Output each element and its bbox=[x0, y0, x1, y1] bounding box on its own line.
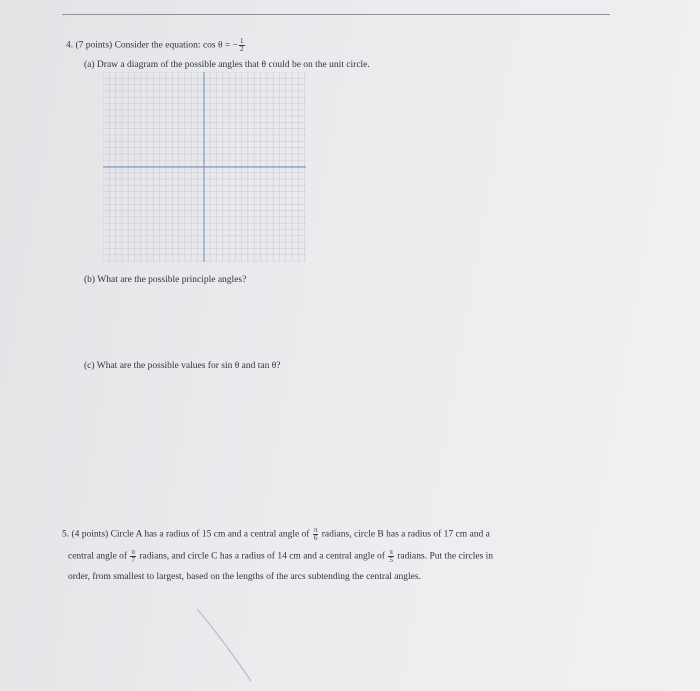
top-rule bbox=[62, 14, 610, 15]
q5-fraction-pi-7: $\frac{\pi}{7}$ bbox=[131, 548, 135, 564]
q5-line-3: order, from smallest to largest, based on the lengths of the arcs subtending the central angles. bbox=[68, 572, 421, 582]
pencil-mark bbox=[195, 605, 255, 685]
q5-number: 5. bbox=[62, 529, 70, 540]
q4-number: 4. bbox=[66, 40, 74, 51]
q5-text-2c: radians. Put the circles in bbox=[397, 551, 494, 562]
q5-line-1 bbox=[62, 527, 490, 542]
q5-text-1a: Circle A has a radius of 15 cm and a central angle of bbox=[110, 529, 310, 540]
q4-equation-lhs: cos θ = − bbox=[202, 40, 239, 51]
grid-svg bbox=[103, 72, 306, 262]
q5-fraction-pi-5: $\frac{\pi}{5}$ bbox=[389, 548, 393, 564]
q5-fraction-pi-6: $\frac{\pi}{6}$ bbox=[313, 526, 318, 542]
q5-points: (4 points) bbox=[71, 529, 109, 540]
q4-part-b: (b) What are the possible principle angles? bbox=[84, 275, 247, 285]
q4-part-a: (a) Draw a diagram of the possible angles that θ could be on the unit circle. bbox=[84, 60, 370, 70]
q5-line-2 bbox=[68, 549, 493, 564]
q4-points: (7 points) bbox=[75, 40, 113, 51]
q4-stem bbox=[66, 38, 246, 53]
unit-circle-grid bbox=[103, 72, 306, 262]
q4-equation-fraction: $\frac{1}{2}$ bbox=[240, 37, 244, 53]
q5-text-2a: central angle of bbox=[68, 551, 128, 562]
q5-text-2b: radians, and circle C has a radius of 14 cm and a central angle of bbox=[139, 551, 385, 562]
q4-stem-text: Consider the equation: bbox=[114, 40, 201, 51]
q5-text-1b: radians, circle B has a radius of 17 cm and a bbox=[321, 529, 490, 540]
q4-part-c: (c) What are the possible values for sin θ and tan θ? bbox=[84, 361, 281, 371]
